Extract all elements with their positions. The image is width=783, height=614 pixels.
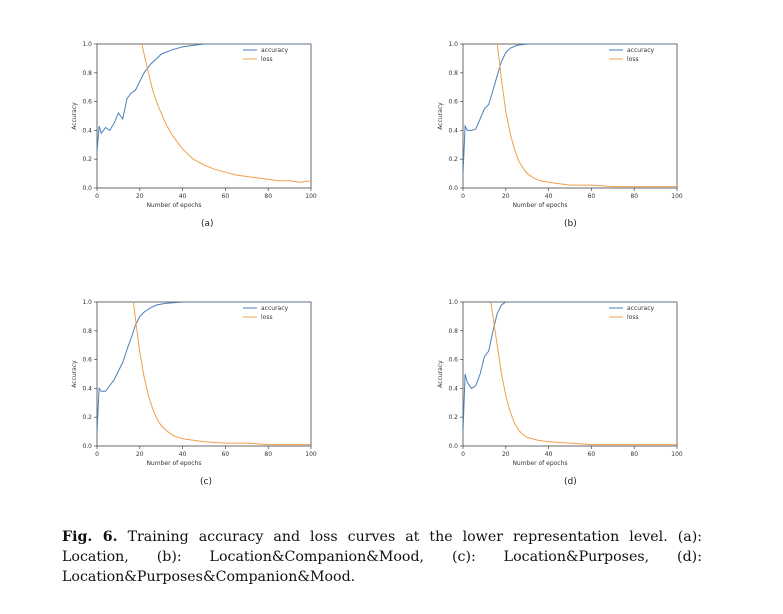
subfigure-label-b: (b) [564,219,577,229]
y-axis-label: Accuracy [71,102,78,130]
chart-svg-c [55,286,355,506]
y-tick-label: 1.0 [448,299,458,306]
x-tick-label: 80 [264,451,273,458]
chart-panel-c [55,286,355,506]
legend-label-accuracy: accuracy [261,305,289,312]
x-tick-label: 100 [671,193,683,200]
chart-panel-b [421,28,721,248]
subfigure-label-d: (d) [564,477,577,487]
y-tick-label: 0.6 [82,356,92,364]
figure-caption [62,527,702,587]
chart-svg-a [55,28,355,248]
y-tick-label: 0.2 [448,414,458,422]
y-tick-label: 0.6 [82,98,92,106]
chart-svg-b [421,28,721,248]
chart-panel-a [55,28,355,248]
x-tick-label: 20 [135,193,144,200]
y-tick-label: 0.4 [82,127,92,135]
y-tick-label: 0.0 [448,443,458,450]
figure-number: Fig. 6. [62,529,118,545]
y-tick-label: 0.0 [448,185,458,192]
y-tick-label: 0.4 [448,385,458,393]
y-tick-label: 0.4 [82,385,92,393]
caption-text: Training accuracy and loss curves at the lower representation level. (a): Location, (b): Location&Companion&Mood, (c): Location&Purposes, (d): Location&Purposes&Companion&Mood. [62,529,703,585]
legend-label-loss: loss [261,314,273,321]
series-line-accuracy [463,44,677,174]
y-tick-label: 0.2 [82,414,92,422]
x-tick-label: 80 [630,451,639,458]
y-tick-label: 0.4 [448,127,458,135]
x-tick-label: 40 [178,451,187,458]
x-axis-label: Number of epochs [512,460,568,467]
y-tick-label: 0.0 [82,185,92,192]
legend-label-loss: loss [627,314,639,321]
y-tick-label: 0.0 [82,443,92,450]
series-line-loss [497,44,677,187]
y-tick-label: 0.8 [448,69,458,77]
x-tick-label: 0 [461,451,465,458]
y-tick-label: 1.0 [448,41,458,48]
y-tick-label: 1.0 [82,299,92,306]
x-axis-label: Number of epochs [146,202,202,209]
chart-panel-d [421,286,721,506]
plot-frame [97,44,311,188]
series-line-loss [133,302,311,445]
x-tick-label: 0 [95,451,99,458]
y-tick-label: 0.8 [82,69,92,77]
y-tick-label: 1.0 [82,41,92,48]
x-tick-label: 100 [305,193,317,200]
y-axis-label: Accuracy [437,102,444,130]
x-tick-label: 0 [461,193,465,200]
x-tick-label: 20 [135,451,144,458]
y-tick-label: 0.2 [448,156,458,164]
series-line-accuracy [463,302,677,432]
y-tick-label: 0.2 [82,156,92,164]
x-tick-label: 60 [587,193,596,200]
y-tick-label: 0.6 [448,98,458,106]
y-axis-label: Accuracy [437,360,444,388]
x-tick-label: 20 [501,193,510,200]
x-tick-label: 40 [544,193,553,200]
legend-label-accuracy: accuracy [627,47,655,54]
x-tick-label: 60 [221,451,230,458]
chart-svg-d [421,286,721,506]
x-axis-label: Number of epochs [146,460,202,467]
x-tick-label: 60 [587,451,596,458]
x-tick-label: 40 [178,193,187,200]
x-tick-label: 40 [544,451,553,458]
subfigure-label-c: (c) [200,477,212,487]
legend-label-accuracy: accuracy [261,47,289,54]
subfigure-label-a: (a) [201,219,214,229]
x-tick-label: 100 [305,451,317,458]
x-axis-label: Number of epochs [512,202,568,209]
x-tick-label: 60 [221,193,230,200]
legend-label-loss: loss [627,56,639,63]
legend-label-loss: loss [261,56,273,63]
x-tick-label: 20 [501,451,510,458]
x-tick-label: 0 [95,193,99,200]
y-tick-label: 0.8 [448,327,458,335]
series-line-loss [142,44,311,182]
plot-frame [97,302,311,446]
y-tick-label: 0.8 [82,327,92,335]
x-tick-label: 100 [671,451,683,458]
series-line-accuracy [97,44,311,152]
legend-label-accuracy: accuracy [627,305,655,312]
series-line-loss [491,302,677,445]
series-line-accuracy [97,302,311,432]
x-tick-label: 80 [264,193,273,200]
x-tick-label: 80 [630,193,639,200]
plot-frame [463,44,677,188]
y-tick-label: 0.6 [448,356,458,364]
y-axis-label: Accuracy [71,360,78,388]
